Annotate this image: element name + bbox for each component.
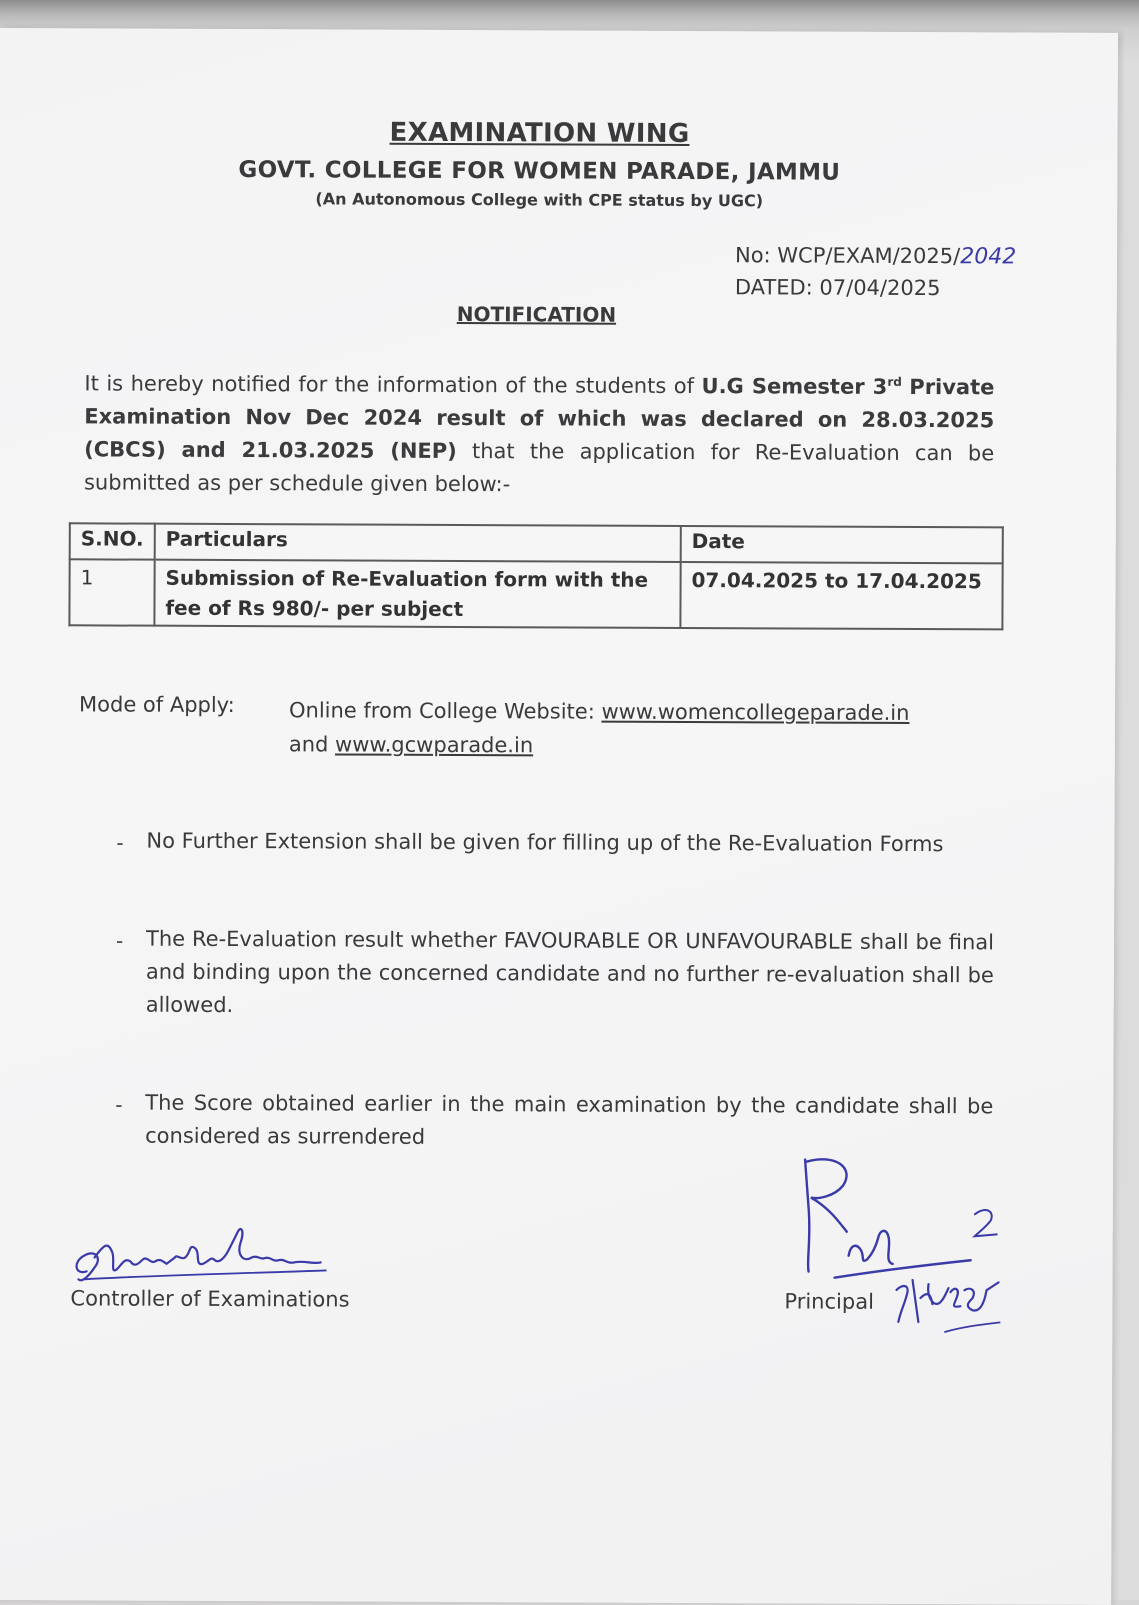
wing-heading: EXAMINATION WING xyxy=(389,117,690,150)
schedule-table xyxy=(68,522,1003,630)
intro-text-2: that the application for Re-Evaluation can be submitted as per schedule given below:- xyxy=(83,438,995,497)
reference-number xyxy=(735,243,1016,269)
notice-date: DATED: 07/04/2025 xyxy=(734,275,941,301)
schedule-header-row xyxy=(70,523,1003,563)
notification-title: NOTIFICATION xyxy=(456,301,617,327)
website-link-1[interactable]: www.womencollegeparade.in xyxy=(601,699,910,725)
mode-label: Mode of Apply: xyxy=(78,692,235,718)
bullet-extension: No Further Extension shall be given for filling up of the Re-Evaluation Forms xyxy=(146,828,944,857)
reference-prefix: No: WCP/EXAM/2025/ xyxy=(734,243,961,269)
principal-label: Principal xyxy=(784,1289,875,1314)
col-particulars-header: Particulars xyxy=(155,524,681,562)
bullet-score-surrendered: The Score obtained earlier in the main examination by the candidate shall be considered as surrendered xyxy=(145,1090,994,1149)
controller-label: Controller of Examinations xyxy=(70,1286,350,1312)
intro-exam-details: Private Examination Nov Dec 2024 result of which was declared on 28.03.2025 (CBCS) and 21.03.2025 (NEP) xyxy=(84,374,995,463)
bullet-marker-3: - xyxy=(115,1092,123,1117)
website-link-2[interactable]: www.gcwparade.in xyxy=(335,732,534,758)
principal-signature xyxy=(794,1151,1035,1342)
controller-signature xyxy=(64,1213,344,1294)
cell-particulars: Submission of Re-Evaluation form with the fee of Rs 980/- per subject xyxy=(154,560,680,628)
cell-date: 07.04.2025 to 17.04.2025 xyxy=(680,562,1002,629)
intro-semester: U.G Semester 3 xyxy=(701,374,888,399)
cell-sno: 1 xyxy=(69,559,154,625)
intro-superscript: rd xyxy=(887,374,902,389)
mode-text-2: and xyxy=(288,732,336,757)
bullet-marker-1: - xyxy=(116,830,124,855)
mode-text xyxy=(289,693,989,764)
bullet-marker-2: - xyxy=(115,928,124,953)
intro-text-1: It is hereby notified for the information of the students of xyxy=(84,371,702,399)
bullet-result-final: The Re-Evaluation result whether FAVOURABLE OR UNFAVOURABLE shall be final and binding upon the concerned candidate and no further re-evaluation shall be allowed. xyxy=(145,926,995,1018)
col-date-header: Date xyxy=(681,526,1003,563)
table-row xyxy=(69,559,1002,629)
notice-sheet xyxy=(0,28,1118,1605)
intro-paragraph xyxy=(84,362,995,503)
col-sno-header: S.NO. xyxy=(70,523,155,559)
handwritten-number: 2042 xyxy=(960,244,1017,270)
college-status: (An Autonomous College with CPE status by UGC) xyxy=(315,189,764,211)
mode-text-1: Online from College Website: xyxy=(288,698,602,724)
college-name: GOVT. COLLEGE FOR WOMEN PARADE, JAMMU xyxy=(238,157,841,186)
